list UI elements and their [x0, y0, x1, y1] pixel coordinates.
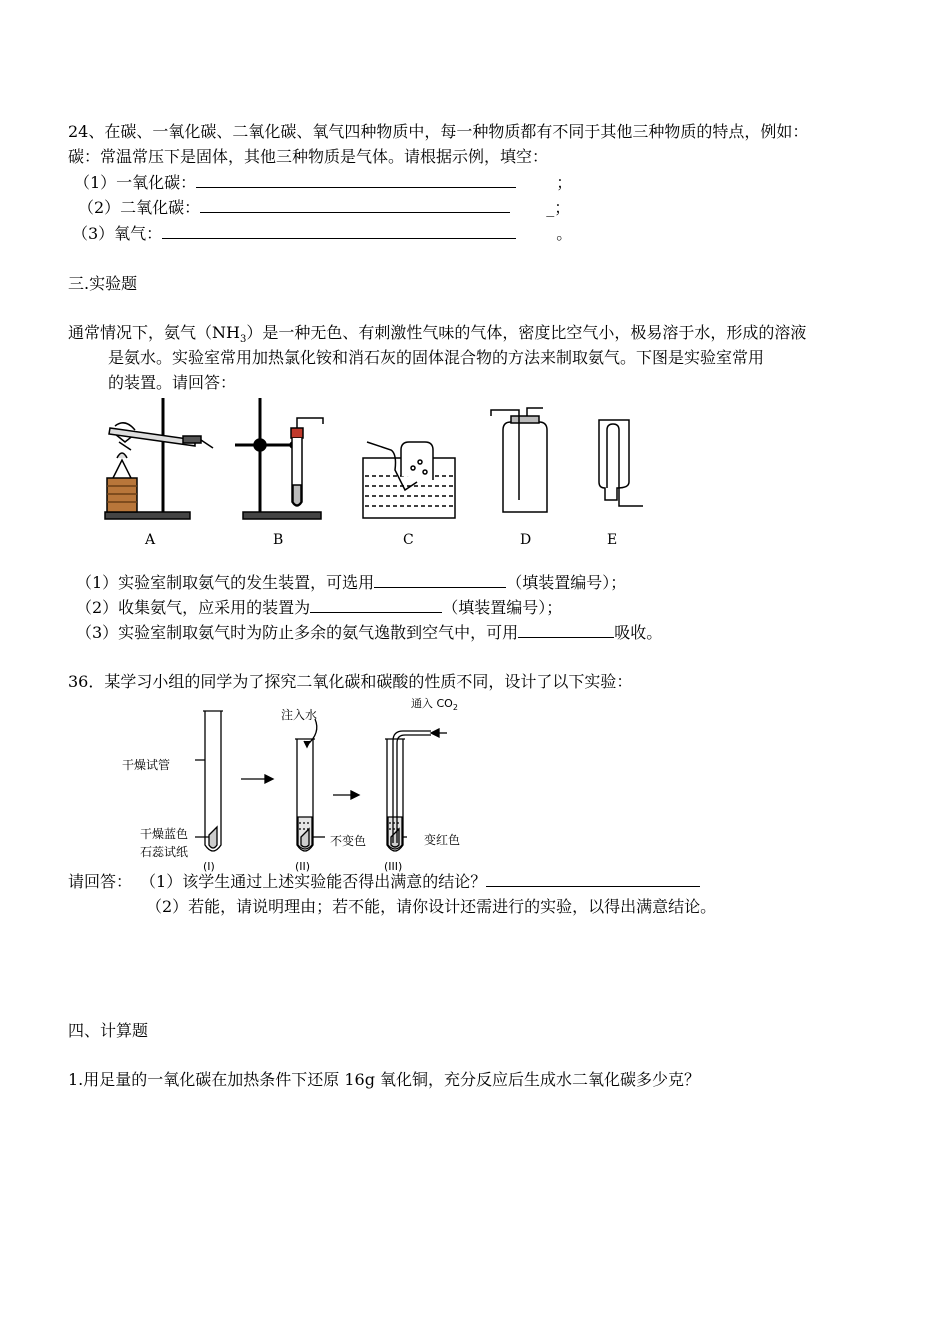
q36-answer-line1 [68, 870, 700, 893]
q24-item1-end: ； [556, 173, 573, 192]
apparatus-label-b: B [273, 532, 284, 548]
label-pass-co2-sub: 2 [452, 703, 458, 713]
label-step-2: (II) [295, 860, 311, 873]
q24-line1: 24、在碳、一氧化碳、二氧化碳、氧气四种物质中，每一种物质都有不同于其他三种物质的特点，例如： [68, 122, 809, 141]
q36-sub2: （2）若能，请说明理由；若不能，请你设计还需进行的实验，以得出满意结论。 [146, 897, 717, 916]
label-no-change: 不变色 [330, 834, 367, 848]
q36-answer-prefix: 请回答： [68, 872, 133, 891]
apparatus-figure [95, 390, 665, 530]
answer-blank-3[interactable] [162, 222, 516, 239]
ammonia-q1-end: （填装置编号）； [506, 573, 627, 592]
ammonia-q1 [76, 571, 626, 594]
ammonia-q3 [76, 621, 662, 644]
q36-sub1: （1）该学生通过上述实验能否得出满意的结论？ [140, 872, 487, 891]
section-title-calculation: 四、计算题 [68, 1021, 149, 1040]
q24-item3-end: 。 [556, 224, 573, 243]
ammonia-q3-label: （3）实验室制取氨气时为防止多余的氨气逸散到空气中，可用 [76, 623, 519, 642]
q24-item3-label: （3）氧气： [72, 224, 163, 243]
apparatus-e [599, 420, 643, 506]
section-title-experiment: 三.实验题 [68, 274, 138, 293]
q24-item2 [78, 196, 570, 219]
label-dry-paper-1: 干燥蓝色 [140, 827, 189, 841]
q24-item1-label: （1）一氧化碳： [74, 173, 197, 192]
label-pass-co2-text: 通入 CO [411, 697, 453, 710]
q36-line1: 36．某学习小组的同学为了探究二氧化碳和碳酸的性质不同，设计了以下实验： [68, 672, 633, 691]
apparatus-d [491, 408, 547, 512]
q24-item3 [72, 222, 572, 245]
q24-item1 [74, 171, 572, 194]
ammonia-line3: 的装置。请回答： [108, 373, 237, 392]
ammonia-q1-label: （1）实验室制取氨气的发生装置，可选用 [76, 573, 375, 592]
label-step-1: (I) [203, 860, 215, 873]
label-dry-paper-2: 石蕊试纸 [140, 845, 189, 859]
label-step-3: (III) [384, 860, 403, 873]
label-pass-co2 [411, 695, 458, 712]
answer-blank-4[interactable] [374, 571, 506, 588]
co2-experiment-figure [195, 705, 455, 873]
answer-blank-2[interactable] [200, 196, 510, 213]
apparatus-label-e: E [607, 532, 618, 548]
ammonia-line1-sub: 3 [239, 334, 247, 346]
answer-blank-1[interactable] [196, 171, 516, 188]
ammonia-q2-label: （2）收集氨气，应采用的装置为 [76, 598, 311, 617]
q24-item2-end: _； [546, 198, 571, 217]
ammonia-q2-end: （填装置编号）； [442, 598, 563, 617]
answer-blank-6[interactable] [518, 621, 614, 638]
apparatus-a [105, 398, 213, 519]
ammonia-line1-b: ）是一种无色、有刺激性气味的气体，密度比空气小，极易溶于水，形成的溶液 [246, 323, 807, 342]
ammonia-line1-a: 通常情况下，氨气（NH [68, 323, 240, 342]
ammonia-line2: 是氨水。实验室常用加热氯化铵和消石灰的固体混合物的方法来制取氨气。下图是实验室常用 [108, 348, 765, 367]
calc-q1: 1.用足量的一氧化碳在加热条件下还原 16g 氧化铜，充分反应后生成水二氧化碳多少克？ [68, 1070, 701, 1089]
label-turns-red: 变红色 [424, 833, 461, 847]
apparatus-b [235, 398, 323, 519]
apparatus-label-a: A [145, 532, 156, 548]
label-inject-water: 注入水 [281, 708, 318, 722]
q24-line2: 碳：常温常压下是固体，其他三种物质是气体。请根据示例，填空： [68, 147, 549, 166]
ammonia-q3-end: 吸收。 [614, 623, 663, 642]
ammonia-q2 [76, 596, 562, 619]
answer-blank-7[interactable] [486, 870, 700, 887]
q24-item2-label: （2）二氧化碳： [78, 198, 201, 217]
apparatus-c [363, 442, 455, 518]
apparatus-label-d: D [520, 532, 532, 548]
apparatus-label-c: C [403, 532, 414, 548]
answer-blank-5[interactable] [310, 596, 442, 613]
label-dry-tube: 干燥试管 [122, 758, 171, 772]
